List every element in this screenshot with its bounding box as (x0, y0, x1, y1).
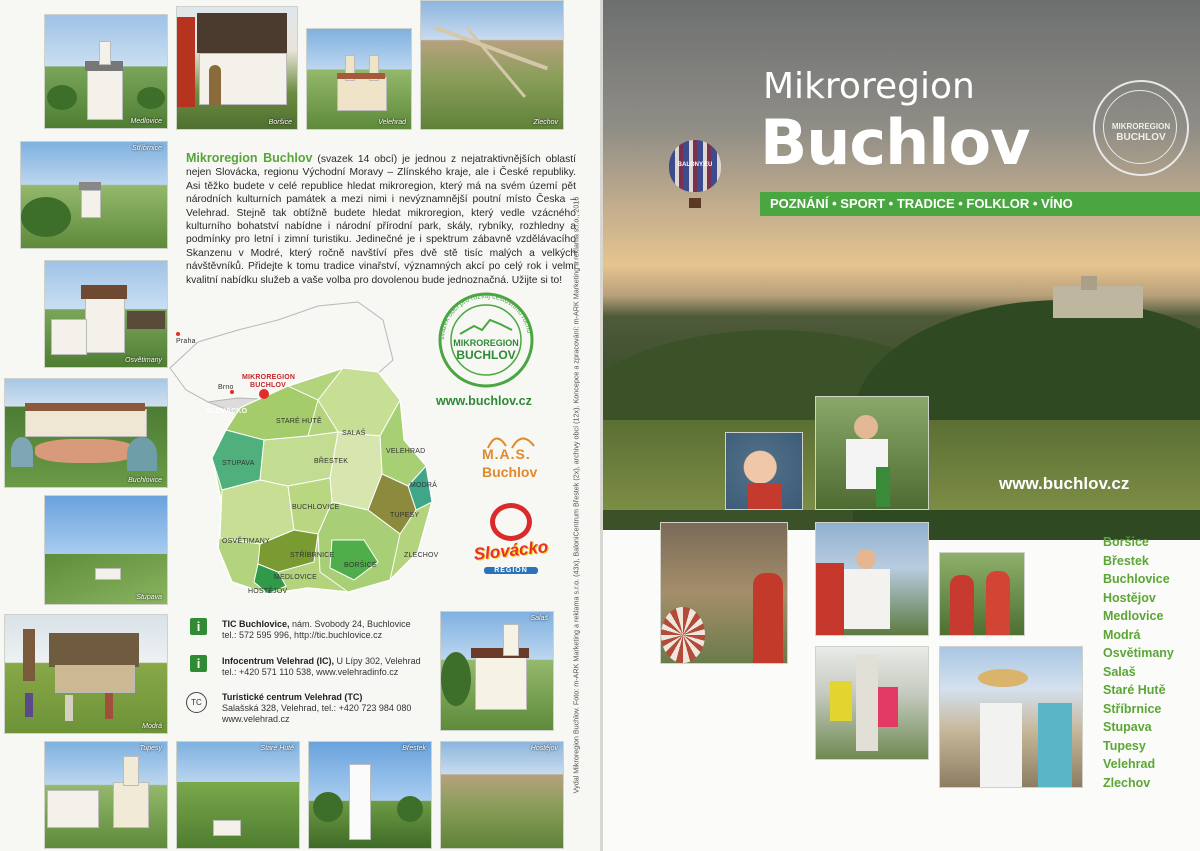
caption: Stupava (136, 594, 162, 601)
photo-velehrad (306, 28, 412, 130)
mikroregion-stamp-logo (430, 290, 542, 390)
photo-hikers (939, 646, 1083, 788)
caption: Tupesy (139, 745, 162, 752)
caption: Břestek (402, 745, 426, 752)
slovacko-logo (462, 503, 560, 587)
village-item: Zlechov (1103, 775, 1151, 790)
svg-text:svazek obcí pro rozvoj cestovn (439, 293, 532, 340)
slovacko-sub: REGION (484, 567, 538, 574)
photo-folk-girls (939, 552, 1025, 636)
contact-name: TIC Buchlovice, (222, 619, 290, 629)
village-item: Staré Hutě (1103, 683, 1166, 697)
cover-title-small: Mikroregion (763, 66, 975, 107)
contact-details: tel.: +420 571 110 538, www.velehradinfo.cz (222, 667, 399, 677)
village-item: Hostějov (1103, 590, 1156, 605)
village-item: Salaš (1103, 664, 1136, 679)
intro-lead: Mikroregion Buchlov (186, 151, 313, 165)
map-region-label: MIKROREGION BUCHLOV (242, 374, 296, 389)
caption: Stříbrnice (132, 145, 162, 152)
intro-text (186, 152, 576, 287)
photo-zlechov (420, 0, 564, 130)
photo-osvetimany (44, 260, 168, 368)
caption: Velehrad (378, 119, 406, 126)
caption: Staré Hutě (260, 745, 294, 752)
photo-stupava (44, 495, 168, 605)
village-item: Buchlovice (1103, 572, 1170, 586)
caption: Hostějov (530, 745, 558, 752)
intro-body: (svazek 14 obcí) je jednou z nejatraktivnějších oblastí nejen Slovácka, regionu Východní Moravy – Zlínského kraje, ale i České republiky. Asi těžko budete v celé republice hledat mikroregion, který má na svém území pět národních kulturních památek a mezi nimi i nevýznamnější poutní místo Česka – Velehrad. Stejně tak obtížně budete hledat mikroregion, který vedle vzácného kulturního bohatství nabídne i národní přírodní park, skály, rybníky, rozhledny a podmínky pro letní i zimní turistiku. Jedinečné je i spektrum zábavně vzdělávacího Skanzenu v Modré, který ročně navštíví přes dvě stě tisíc malých a velkých návštěvníků. Přidejte k tomu tradice vinařství, významných akcí po celý rok i velmi kvalitní nabídku služeb a vaše volba pro dovolenou bude jednoznačná. Užijte si to! (186, 154, 576, 286)
map-village: TUPESY (390, 512, 420, 519)
imprint-vertical (569, 150, 583, 840)
slovacko-text: Slovácko (472, 537, 550, 564)
map-village: ZLECHOV (404, 552, 439, 559)
contact-ic-velehrad (222, 656, 421, 678)
caption: Boršice (268, 119, 292, 126)
photo-hostejov (440, 741, 564, 849)
photo-medlovice (44, 14, 168, 129)
map-village: MODRÁ (410, 482, 438, 489)
hot-air-balloon (669, 140, 721, 210)
cover-tagline: POZNÁNÍ • SPORT • TRADICE • FOLKLOR • VÍNO (760, 192, 1200, 216)
mas-line-1: M.A.S. (482, 446, 531, 462)
contact-details: tel.: 572 595 996, http://tic.buchlovice.cz (222, 630, 383, 640)
map-city-brno: Brno (218, 384, 234, 391)
photo-brestek (308, 741, 432, 849)
contact-name: Turistické centrum Velehrad (TC) (222, 692, 363, 702)
map-village: OSVĚTIMANY (222, 538, 270, 545)
info-icon: i (190, 618, 207, 635)
photo-folk-dancers (815, 522, 929, 636)
photo-stare-hute (176, 741, 300, 849)
map-village: STUPAVA (222, 460, 255, 467)
map-slovacko-label: SLOVÁCKO (206, 408, 248, 415)
mas-line-2: Buchlov (482, 464, 538, 480)
contact-address: U Lípy 302, Velehrad (334, 656, 421, 666)
village-item: Velehrad (1103, 757, 1156, 771)
village-item: Modrá (1103, 627, 1141, 642)
village-list (1103, 533, 1174, 792)
info-icon: i (190, 655, 207, 672)
cover-website[interactable]: www.buchlov.cz (999, 474, 1130, 493)
village-item: Boršice (1103, 535, 1149, 549)
map-village: STARÉ HUTĚ (276, 418, 322, 425)
caption: Buchlovice (128, 477, 162, 484)
caption: Modrá (142, 723, 162, 730)
village-item: Medlovice (1103, 609, 1164, 623)
map-village: SALAŠ (342, 430, 366, 437)
photo-modra (4, 614, 168, 734)
map-village: STŘÍBRNICE (290, 552, 335, 559)
map-village: VELEHRAD (386, 448, 426, 455)
mas-buchlov-logo (478, 428, 548, 488)
cover-stamp-name-1: MIKROREGION (1111, 122, 1171, 131)
stamp-name-2: BUCHLOV (456, 348, 516, 362)
region-map (168, 290, 438, 610)
cover-title-big: Buchlov (760, 106, 1030, 179)
map-village: BUCHLOVICE (292, 504, 340, 511)
stamp-name-1: MIKROREGION (453, 338, 519, 348)
caption: Zlechov (533, 119, 558, 126)
photo-stribrnice (20, 141, 168, 249)
photo-scythe-man (815, 396, 929, 510)
balloon-text: BALONY.EU (677, 162, 713, 168)
contact-tc-velehrad (222, 692, 411, 725)
imprint-text: Vydal Mikroregion Buchlov. Foto: m-ARK Marketing a reklama s.r.o. (43x), BaloniCentrum Břestek (2x), archivy obcí (12x). Koncepce a zpracování: m-ARK Marketing a reklama s.r.o., 2016 (571, 196, 581, 794)
village-item: Osvětimany (1103, 646, 1174, 660)
map-city-praha: Praha (176, 338, 196, 345)
photo-buchlovice (4, 378, 168, 488)
village-item: Stříbrnice (1103, 701, 1162, 716)
cover-stamp-logo (1093, 80, 1189, 176)
contact-name: Infocentrum Velehrad (IC), (222, 656, 335, 666)
contact-tic-buchlovice (222, 619, 411, 641)
website-link[interactable]: www.buchlov.cz (436, 394, 532, 408)
photo-child-folklore (725, 432, 803, 510)
stamp-ring-text: svazek obcí pro rozvoj cestovního ruchu (438, 292, 533, 341)
photo-hostejov-church (44, 741, 168, 849)
village-item: Stupava (1103, 720, 1152, 734)
cover-page (603, 0, 1200, 851)
map-village: MEDLOVICE (274, 574, 318, 581)
photo-salas (440, 611, 554, 731)
map-village: HOSTĚJOV (248, 588, 288, 595)
caption: Medlovice (130, 118, 162, 125)
map-village: BORŠICE (344, 562, 377, 569)
contact-address: nám. Svobody 24, Buchlovice (289, 619, 411, 629)
contact-web: www.velehrad.cz (222, 714, 290, 724)
village-item: Tupesy (1103, 738, 1146, 753)
photo-medieval-fest (660, 522, 788, 664)
caption: Osvětimany (125, 357, 162, 364)
photo-borsice (176, 6, 298, 130)
photo-cyclists (815, 646, 929, 760)
village-item: Břestek (1103, 553, 1149, 568)
contact-details: Salašská 328, Velehrad, tel.: +420 723 984 080 (222, 703, 412, 713)
caption: Salaš (530, 615, 548, 622)
cover-stamp-name-2: BUCHLOV (1116, 132, 1166, 143)
map-village: BŘESTEK (314, 458, 349, 465)
tc-logo-icon: TC (186, 692, 207, 713)
